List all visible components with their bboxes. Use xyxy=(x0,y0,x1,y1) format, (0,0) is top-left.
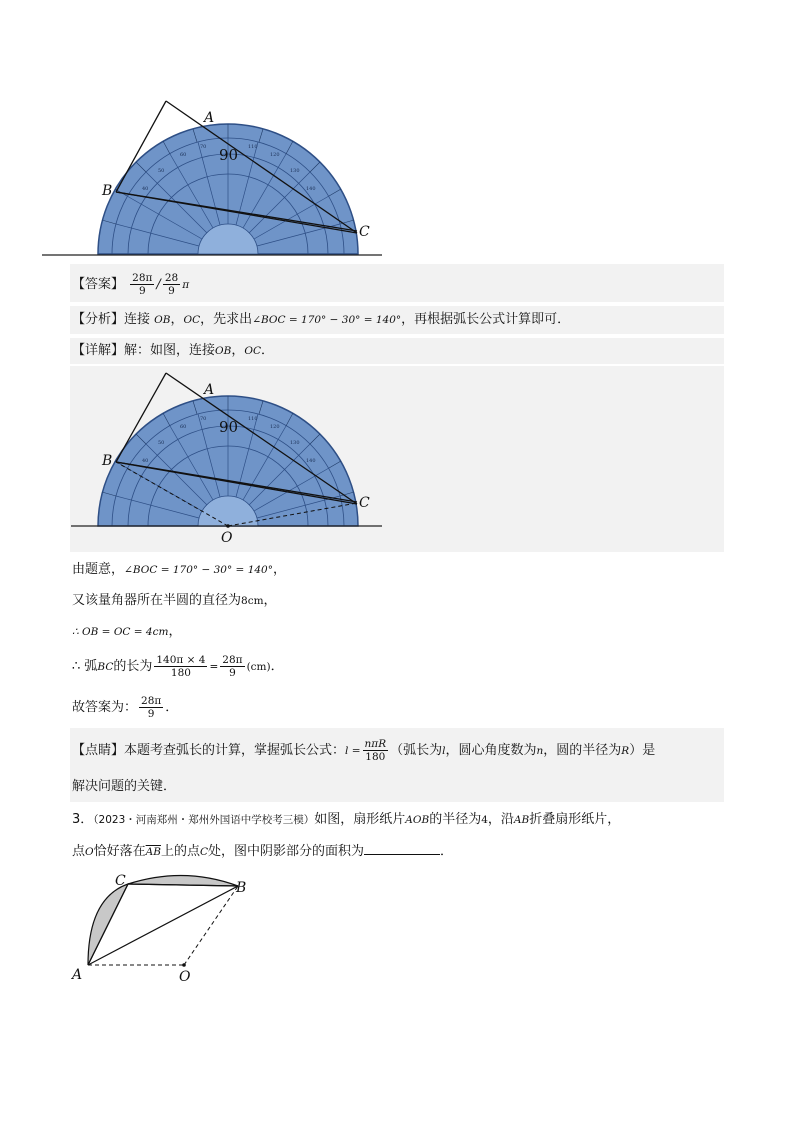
step5-pre: 故答案为： xyxy=(72,700,138,715)
step4-num2: 28π xyxy=(222,654,243,666)
comment-l: l xyxy=(442,745,446,757)
comment-formula-fraction xyxy=(363,738,389,763)
fig3-label-c: C xyxy=(115,873,126,889)
figure-protractor-2 xyxy=(40,362,390,548)
analysis-comma: ， xyxy=(170,312,184,327)
q3-line2-1: 点 xyxy=(72,844,86,859)
step4-den2: 9 xyxy=(229,667,236,679)
svg-text:70: 70 xyxy=(200,416,207,422)
q3-radius: 4 xyxy=(481,814,488,826)
fig2-center-mark: 90 xyxy=(219,418,239,436)
svg-text:110: 110 xyxy=(248,144,258,150)
step3-expr: ∴ OB = OC = 4cm xyxy=(72,626,169,638)
step4-fraction2 xyxy=(220,654,244,679)
comment-formula-num: nπR xyxy=(364,738,387,750)
step5-num: 28π xyxy=(141,695,162,707)
step5-end: ． xyxy=(165,700,179,715)
step4-num: 140π × 4 xyxy=(156,654,206,666)
answer-alt-tail: π xyxy=(182,279,190,291)
fig2-label-b: B xyxy=(102,453,113,469)
fig3-label-a: A xyxy=(72,967,83,983)
step-2 xyxy=(72,592,277,610)
detail-comma: ， xyxy=(231,343,245,358)
q3-text3: ，沿 xyxy=(487,812,514,827)
answer-line xyxy=(72,272,189,297)
comment-tag: 【点睛】 xyxy=(72,743,125,758)
step3-end: ， xyxy=(168,624,182,639)
step2-val: 8cm xyxy=(241,595,264,607)
answer-alt-num: 28 xyxy=(164,272,179,284)
fig1-label-a: A xyxy=(204,110,215,126)
comment-formula-den: 180 xyxy=(365,751,386,763)
sector-graphic xyxy=(88,875,238,966)
figure-protractor-1 xyxy=(40,90,390,265)
detail-tag: 【详解】 xyxy=(72,343,125,358)
step4-fraction xyxy=(154,654,207,679)
svg-text:50: 50 xyxy=(158,168,165,174)
q3-line2-3: 上的点 xyxy=(160,844,200,859)
comment-text3: ，圆心角度数为 xyxy=(445,743,537,758)
q3-line2-2: 恰好落在 xyxy=(93,844,146,859)
comment-line-1 xyxy=(72,738,655,763)
analysis-line xyxy=(72,311,570,329)
analysis-text1: 连接 xyxy=(124,312,151,327)
step1-expr: ∠BOC = 170° − 30° = 140° xyxy=(124,564,273,576)
svg-text:130: 130 xyxy=(290,440,300,446)
step-4 xyxy=(72,654,284,679)
detail-text1: 解：如图，连接 xyxy=(124,343,216,358)
fig3-label-o: O xyxy=(179,969,191,985)
q3-text4: 折叠扇形纸片， xyxy=(529,812,621,827)
analysis-expr: ∠BOC = 170° − 30° = 140° xyxy=(252,314,402,326)
step4-end: ． xyxy=(270,659,284,674)
analysis-text3: ，再根据弧长公式计算即可． xyxy=(401,312,571,327)
analysis-ob: OB xyxy=(154,314,171,326)
step5-den: 9 xyxy=(147,708,155,720)
svg-text:130: 130 xyxy=(290,168,300,174)
step4-pre: ∴ 弧 xyxy=(72,659,98,674)
step2-end: ， xyxy=(263,593,277,608)
answer-alt-fraction xyxy=(163,272,180,297)
svg-text:120: 120 xyxy=(270,424,280,430)
step-1 xyxy=(72,561,286,579)
analysis-tag: 【分析】 xyxy=(72,312,125,327)
step4-den: 180 xyxy=(170,667,191,679)
svg-text:60: 60 xyxy=(180,152,187,158)
svg-text:140: 140 xyxy=(306,458,316,464)
comment-line2: 解决问题的关键． xyxy=(72,779,177,794)
step4-bc: BC xyxy=(97,661,114,673)
q3-text2: 的半径为 xyxy=(429,812,482,827)
step1-end: ， xyxy=(272,562,286,577)
svg-text:50: 50 xyxy=(158,440,165,446)
fig1-center-mark: 90 xyxy=(219,146,239,164)
svg-text:110: 110 xyxy=(248,416,258,422)
detail-line xyxy=(72,342,274,360)
q3-text1: 如图，扇形纸片 xyxy=(314,812,406,827)
detail-oc: OC xyxy=(244,345,262,357)
comment-n: n xyxy=(536,745,544,757)
detail-ob: OB xyxy=(215,345,232,357)
fig2-label-c: C xyxy=(359,495,370,511)
q3-line-2 xyxy=(72,842,453,861)
comment-formula-lhs: l = xyxy=(345,745,361,757)
step1-pre: 由题意， xyxy=(72,562,125,577)
q3-line-1 xyxy=(72,811,620,829)
q3-o: O xyxy=(85,846,94,858)
step4-unit: (cm) xyxy=(246,661,271,673)
svg-text:60: 60 xyxy=(180,424,187,430)
svg-text:40: 40 xyxy=(142,458,149,464)
step5-fraction xyxy=(139,695,163,720)
svg-text:40: 40 xyxy=(142,186,149,192)
q3-line2-4: 处，图中阴影部分的面积为 xyxy=(208,844,365,859)
answer-frac-den: 9 xyxy=(138,285,146,297)
fig1-label-c: C xyxy=(359,224,370,240)
svg-text:140: 140 xyxy=(306,186,316,192)
step-3 xyxy=(72,623,181,641)
fig2-label-a: A xyxy=(204,382,215,398)
step4-eq: = xyxy=(209,661,219,673)
q3-answer-blank[interactable] xyxy=(364,842,440,855)
step-5 xyxy=(72,695,178,720)
q3-line2-end: ． xyxy=(440,844,454,859)
step2-pre: 又该量角器所在半圆的直径为 xyxy=(72,593,242,608)
q3-c: C xyxy=(199,846,209,858)
protractor-graphic-2 xyxy=(71,373,382,528)
answer-sep: / xyxy=(156,277,161,292)
analysis-text2: ，先求出 xyxy=(200,312,253,327)
analysis-oc: OC xyxy=(183,314,201,326)
fig2-label-o: O xyxy=(221,530,233,546)
comment-text1: 本题考查弧长的计算，掌握弧长公式： xyxy=(124,743,346,758)
comment-text2: （弧长为 xyxy=(390,743,443,758)
step4-mid: 的长为 xyxy=(113,659,153,674)
fig3-label-b: B xyxy=(236,880,247,896)
svg-text:70: 70 xyxy=(200,144,207,150)
q3-num: 3． xyxy=(72,812,94,827)
answer-fraction xyxy=(130,272,154,297)
comment-text4: ，圆的半径为 xyxy=(543,743,622,758)
q3-ab: AB xyxy=(513,814,530,826)
comment-line-2 xyxy=(72,778,176,796)
comment-text5: ）是 xyxy=(629,743,656,758)
fig1-label-b: B xyxy=(102,183,113,199)
q3-source: （2023・河南郑州・郑州外国语中学校考三模） xyxy=(93,814,315,826)
q3-arc: $\overline{AB}$ xyxy=(145,846,161,858)
answer-alt-den: 9 xyxy=(168,285,175,297)
detail-end: ． xyxy=(261,343,275,358)
q3-aob: AOB xyxy=(405,814,430,826)
comment-r: R xyxy=(621,745,630,757)
svg-text:120: 120 xyxy=(270,152,280,158)
answer-frac-num: 28π xyxy=(132,272,153,284)
figure-sector xyxy=(66,868,266,988)
answer-tag: 【答案】 xyxy=(72,277,125,292)
